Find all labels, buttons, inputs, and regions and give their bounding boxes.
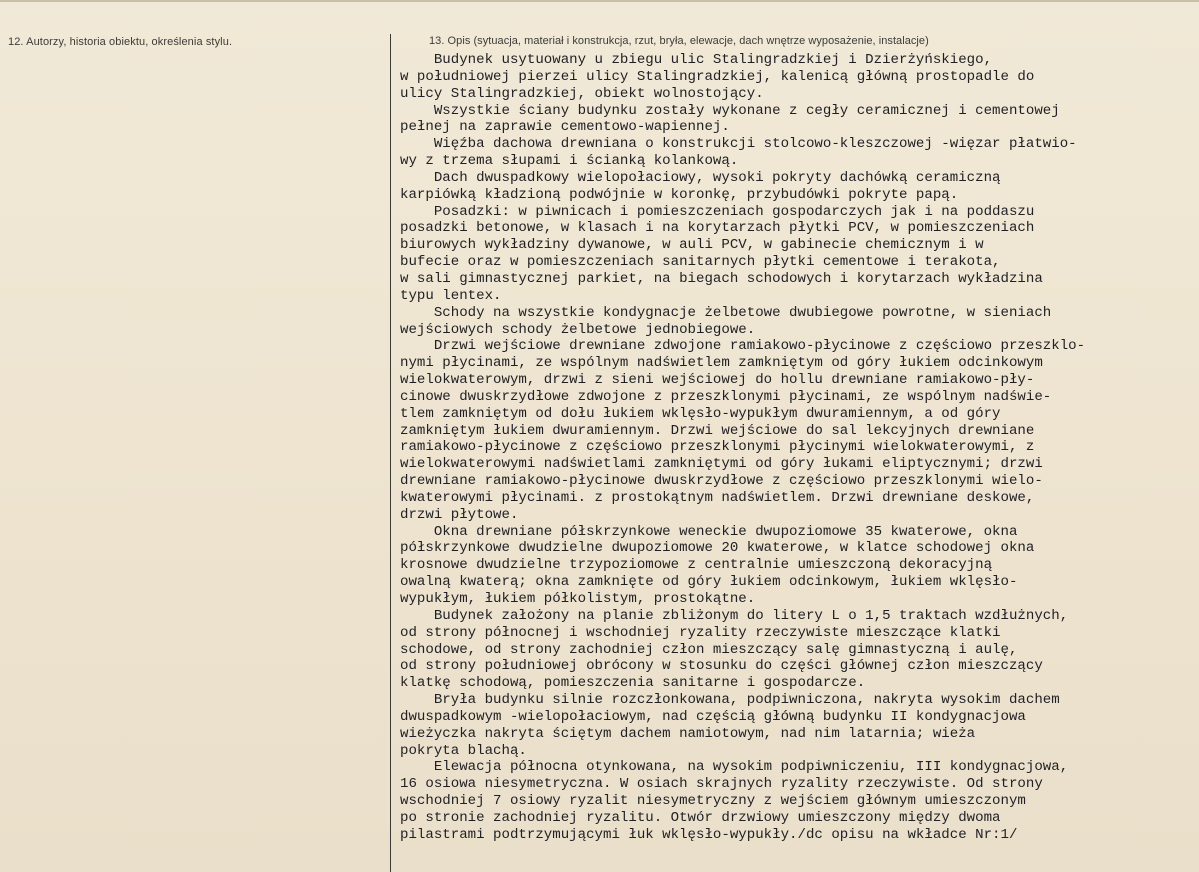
- column-divider: [390, 34, 391, 872]
- description-line: wielokwaterowymi nadświetlami zamkniętymi od góry łukami eliptycznymi; drzwi: [400, 456, 1043, 473]
- section-13-heading: 13. Opis (sytuacja, materiał i konstrukcja, rzut, bryła, elewacje, dach wnętrze wyposażenie, instalacje): [429, 35, 929, 47]
- description-line: ulicy Stalingradzkiej, obiekt wolnostojący.: [400, 85, 764, 102]
- description-line: drzwi płytowe.: [400, 506, 519, 523]
- description-line: Elewacja północna otynkowana, na wysokim podpiwniczeniu, III kondygnacjowa,: [400, 759, 1069, 776]
- description-line: Posadzki: w piwnicach i pomieszczeniach gospodarczych jak i na poddaszu: [400, 203, 1035, 220]
- description-line: pilastrami podtrzymującymi łuk wklęsło-wypukły./dc opisu na wkładce Nr:1/: [400, 826, 1018, 843]
- description-line: po stronie zachodniej ryzalitu. Otwór drzwiowy umieszczony między dwoma: [400, 809, 1001, 826]
- description-line: półskrzynkowe dwudzielne dwupoziomowe 20 kwaterowe, w klatce schodowej okna: [400, 540, 1035, 557]
- description-line: dwuspadkowym -wielopołaciowym, nad częścią główną budynku II kondygnacjowa: [400, 708, 1026, 725]
- description-line: Wszystkie ściany budynku zostały wykonane z cegły ceramicznej i cementowej: [400, 102, 1060, 119]
- description-line: ramiakowo-płycinowe z częściowo przeszklonymi płycinymi wielokwaterowymi, z: [400, 439, 1035, 456]
- description-line: typu lentex.: [400, 287, 502, 304]
- description-line: pokryta blachą.: [400, 742, 527, 759]
- description-line: posadzki betonowe, w klasach i na korytarzach płytki PCV, w pomieszczeniach: [400, 220, 1035, 237]
- description-line: Dach dwuspadkowy wielopołaciowy, wysoki pokryty dachówką ceramiczną: [400, 169, 1001, 186]
- description-line: 16 osiowa niesymetryczna. W osiach skrajnych ryzality rzeczywiste. Od strony: [400, 776, 1043, 793]
- description-line: Drzwi wejściowe drewniane zdwojone ramiakowo-płycinowe z częściowo przeszklo-: [400, 338, 1086, 355]
- description-line: w sali gimnastycznej parkiet, na biegach schodowych i korytarzach wykładzina: [400, 270, 1043, 287]
- section-12-heading: 12. Autorzy, historia obiektu, określenia stylu.: [8, 36, 233, 48]
- description-line: wschodniej 7 osiowy ryzalit niesymetryczny z wejściem głównym umieszczonym: [400, 793, 1026, 810]
- description-line: drewniane ramiakowo-płycinowe dwuskrzydłowe z częściowo przeszklonymi wielo-: [400, 473, 1043, 490]
- description-line: wypukłym, łukiem półkolistym, prostokątne.: [400, 591, 756, 607]
- description-line: od strony południowej obrócony w stosunku do części głównej człon mieszczący: [400, 658, 1043, 675]
- description-line: bufecie oraz w pomieszczeniach sanitarnych płytki cementowe i terakota,: [400, 254, 1001, 271]
- description-line: Okna drewniane półskrzynkowe weneckie dwupoziomowe 35 kwaterowe, okna: [400, 523, 1018, 540]
- description-line: biurowych wykładziny dywanowe, w auli PCV, w gabinecie chemicznym i w: [400, 237, 984, 254]
- description-line: kwaterowymi płycinami. z prostokątnym nadświetlem. Drzwi drewniane deskowe,: [400, 489, 1035, 506]
- description-line: Budynek usytuowany u zbiegu ulic Stalingradzkiej i Dzierżyńskiego,: [400, 52, 993, 68]
- description-line: zamkniętym łukiem dwuramiennym. Drzwi wejściowe do sal lekcyjnych drewniane: [400, 422, 1035, 439]
- description-line: w południowej pierzei ulicy Stalingradzkiej, kalenicą główną prostopadle do: [400, 68, 1035, 85]
- description-line: wieżyczka nakryta ściętym dachem namiotowym, nad nim latarnia; wieża: [400, 725, 976, 742]
- description-line: od strony północnej i wschodniej ryzality rzeczywiste mieszczące klatki: [400, 624, 1001, 641]
- description-line: krosnowe dwudzielne trzypoziomowe z centralnie umieszczoną dekoracyjną: [400, 557, 993, 574]
- top-edge-rule: [0, 0, 1199, 2]
- description-line: karpiówką kładzioną podwójnie w koronkę, przybudówki pokryte papą.: [400, 186, 959, 203]
- typewritten-description: [400, 52, 1199, 844]
- description-line: nymi płycinami, ze wspólnym nadświetlem zamkniętym od góry łukiem odcinkowym: [400, 355, 1043, 372]
- description-line: pełnej na zaprawie cementowo-wapiennej.: [400, 119, 730, 136]
- description-line: wielokwaterowym, drzwi z sieni wejściowej do hollu drewniane ramiakowo-pły-: [400, 372, 1035, 389]
- description-line: Bryła budynku silnie rozczłonkowana, podpiwniczona, nakryta wysokim dachem: [400, 692, 1060, 709]
- description-line: wejściowych schody żelbetowe jednobiegowe.: [400, 321, 756, 338]
- description-line: Więźba dachowa drewniana o konstrukcji stolcowo-kleszczowej -więzar płatwio-: [400, 136, 1077, 153]
- description-line: schodowe, od strony zachodniej człon mieszczący salę gimnastyczną i aulę,: [400, 641, 1018, 658]
- description-line: Budynek założony na planie zbliżonym do litery L o 1,5 traktach wzdłużnych,: [400, 607, 1069, 624]
- description-line: tlem zamkniętym od dołu łukiem wklęsło-wypukłym dwuramiennym, a od góry: [400, 405, 1001, 422]
- description-line: klatkę schodową, pomieszczenia sanitarne i gospodarcze.: [400, 675, 866, 692]
- description-line: cinowe dwuskrzydłowe zdwojone z przeszklonymi płycinami, ze wspólnym nadświe-: [400, 388, 1052, 405]
- description-line: Schody na wszystkie kondygnacje żelbetowe dwubiegowe powrotne, w sieniach: [400, 304, 1052, 321]
- description-line: owalną kwaterą; okna zamknięte od góry łukiem odcinkowym, łukiem wklęsło-: [400, 574, 1018, 591]
- description-line: wy z trzema słupami i ścianką kolankową.: [400, 153, 739, 170]
